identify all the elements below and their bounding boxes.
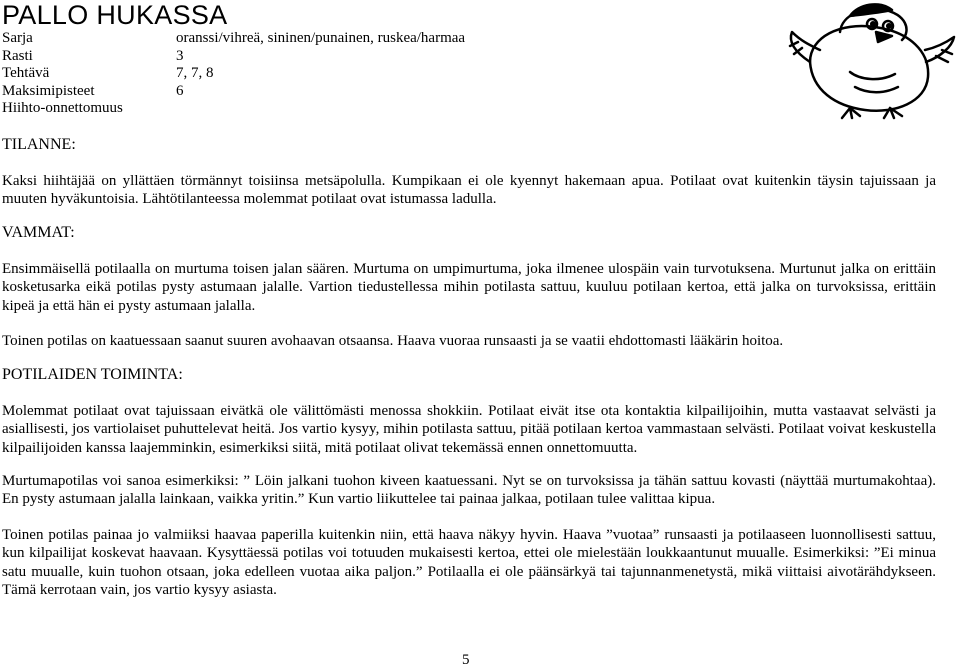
task-metadata [2, 30, 465, 118]
meta-label: Maksimipisteet [2, 82, 95, 99]
meta-label: Sarja [2, 30, 33, 46]
meta-label: Rasti [2, 47, 33, 64]
meta-label: Tehtävä [2, 65, 50, 81]
patient-actions-paragraph-2: Murtumapotilas voi sanoa esimerkiksi: ” Löin jalkani tuohon kiveen kaatuessani. Nyt se on turvoksissa ja tähän sattuu kovasti (näyttää murtumakohtaa). En pysty astumaan jalalla lainkaan, vaikka yritin.” Kun vartio liikuttelee tai painaa jalkaa, potilaan tulee valittaa kipua. [2, 473, 936, 508]
injuries-paragraph-2: Toinen potilas on kaatuessaan saanut suuren avohaavan otsaansa. Haava vuoraa runsaasti ja se vaatii ehdottomasti lääkärin hoitoa. [2, 333, 784, 349]
situation-paragraph: Kaksi hiihtäjää on yllättäen törmännyt toisiinsa metsäpolulla. Kumpikaan ei ole kyennyt hakemaan apua. Potilaat ovat kuitenkin täysin tajuissaan ja muuten hyväkuntoisia. Lähtötilanteessa molemmat potilaat ovat istumassa ladulla. [2, 173, 936, 208]
section-heading-patient-actions: POTILAIDEN TOIMINTA: [2, 366, 183, 383]
meta-row-checkpoint [2, 48, 465, 66]
scenario-subheading: Hiihto-onnettomuus [2, 100, 123, 116]
patient-actions-paragraph-1: Molemmat potilaat ovat tajuissaan eivätkä ole välittömästi menossa shokkiin. Potilaat eivät itse ota kontaktia kilpailijoihin, mutta vastaavat selvästi ja asiallisesti, jos vartiolaiset puhuttelevat heitä. Jos vartio kysyy, mihin potilasta sattuu, pitää potilaan kertoa vammastaan selvästi. Potilaat voivat keskustella kilpailijoiden kanssa laajemminkin, esimerkiksi siitä, mitä potilaat olivat tekemässä ennen onnettomuutta. [2, 403, 936, 456]
meta-value: 3 [176, 47, 184, 64]
section-heading-injuries: VAMMAT: [2, 224, 75, 241]
patient-actions-paragraph-3: Toinen potilas painaa jo valmiiksi haavaa paperilla kuitenkin niin, että haava näkyy hyvin. Haava ”vuotaa” runsaasti ja potilaaseen luonnollisesti sattuu, kun kilpailijat koskevat haavaan. Kysyttäessä potilas voi totuuden mukaisesti kertoa, ettei ole mielestään loukkaantunut muualle. Esimerkiksi: ”Ei minua satu muualle, kuin tuohon otsaan, joka edelleen vuotaa aika paljon.” Potilaalla ei ole päänsärkyä tai tajunnanmenetystä, mikä viittaisi aivotärähdykseen. Tämä kerrotaan vain, jos vartio kysyy asiasta. [2, 527, 936, 598]
meta-value: oranssi/vihreä, sininen/punainen, ruskea/harmaa [176, 30, 466, 46]
meta-value: 6 [176, 82, 184, 99]
bird-mascot-icon [780, 2, 960, 120]
injuries-paragraph-1: Ensimmäisellä potilaalla on murtuma toisen jalan säären. Murtuma on umpimurtuma, joka ilmenee ulospäin vain turvotuksena. Murtunut jalka on erittäin kosketusarka eikä potilas pysty astumaan jalalle. Vartion tiedustellessa mihin potilasta sattuu, kuuluu potilaan kertoa, että jalka on turvoksissa, erittäin kipeä ja että hän ei pysty astumaan jalalla. [2, 261, 936, 314]
section-heading-situation: TILANNE: [2, 136, 76, 153]
meta-row-series [2, 30, 465, 48]
page-number: 5 [462, 652, 470, 668]
meta-value: 7, 7, 8 [176, 65, 214, 81]
page-title: PALLO HUKASSA [2, 0, 228, 30]
meta-row-task [2, 65, 465, 83]
meta-row-max-points [2, 83, 465, 101]
